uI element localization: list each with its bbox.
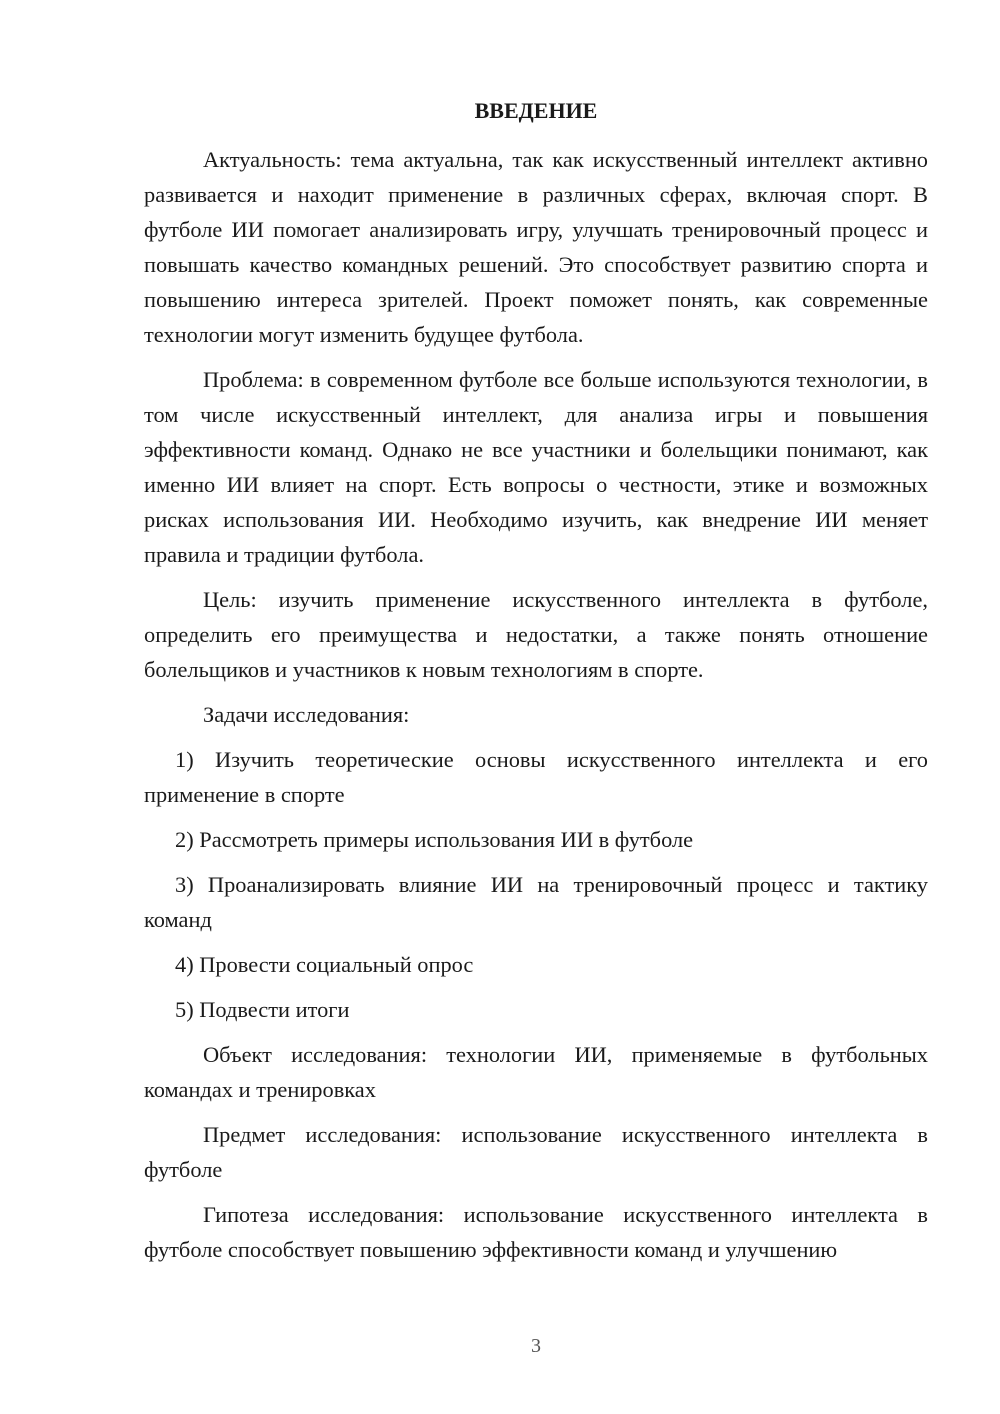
- task-item: 1) Изучить теоретические основы искусственного интеллекта и его применение в спорте: [144, 747, 928, 807]
- document-page: [144, 0, 928, 1414]
- task-item: 5) Подвести итоги: [175, 997, 350, 1022]
- paragraph-hypothesis: Гипотеза исследования: использование искусственного интеллекта в футболе способствует повышению эффективности команд и улучшению: [144, 1202, 928, 1262]
- page-number: 3: [531, 1335, 541, 1357]
- paragraph-subject: Предмет исследования: использование искусственного интеллекта в футболе: [144, 1122, 928, 1182]
- paragraph-problem: Проблема: в современном футболе все больше используются технологии, в том числе искусственный интеллект, для анализа игры и повышения эффективности команд. Однако не все участники и болельщики понимают, как именно ИИ влияет на спорт. Есть вопросы о честности, этике и возможных рисках использования ИИ. Необходимо изучить, как внедрение ИИ меняет правила и традиции футбола.: [144, 367, 928, 567]
- paragraph-goal: Цель: изучить применение искусственного интеллекта в футболе, определить его преимущества и недостатки, а также понять отношение болельщиков и участников к новым технологиям в спорте.: [144, 587, 928, 682]
- task-item: 3) Проанализировать влияние ИИ на тренировочный процесс и тактику команд: [144, 872, 928, 932]
- paragraph-object: Объект исследования: технологии ИИ, применяемые в футбольных командах и тренировках: [144, 1042, 928, 1102]
- tasks-heading: Задачи исследования:: [203, 702, 410, 727]
- task-item: 4) Провести социальный опрос: [175, 952, 474, 977]
- document-body: [144, 142, 928, 1277]
- paragraph-relevance: Актуальность: тема актуальна, так как искусственный интеллект активно развивается и находит применение в различных сферах, включая спорт. В футболе ИИ помогает анализировать игру, улучшать тренировочный процесс и повышать качество командных решений. Это способствует развитию спорта и повышению интереса зрителей. Проект поможет понять, как современные технологии могут изменить будущее футбола.: [144, 147, 928, 347]
- section-title: ВВЕДЕНИЕ: [474, 98, 598, 123]
- task-item: 2) Рассмотреть примеры использования ИИ в футболе: [175, 827, 694, 852]
